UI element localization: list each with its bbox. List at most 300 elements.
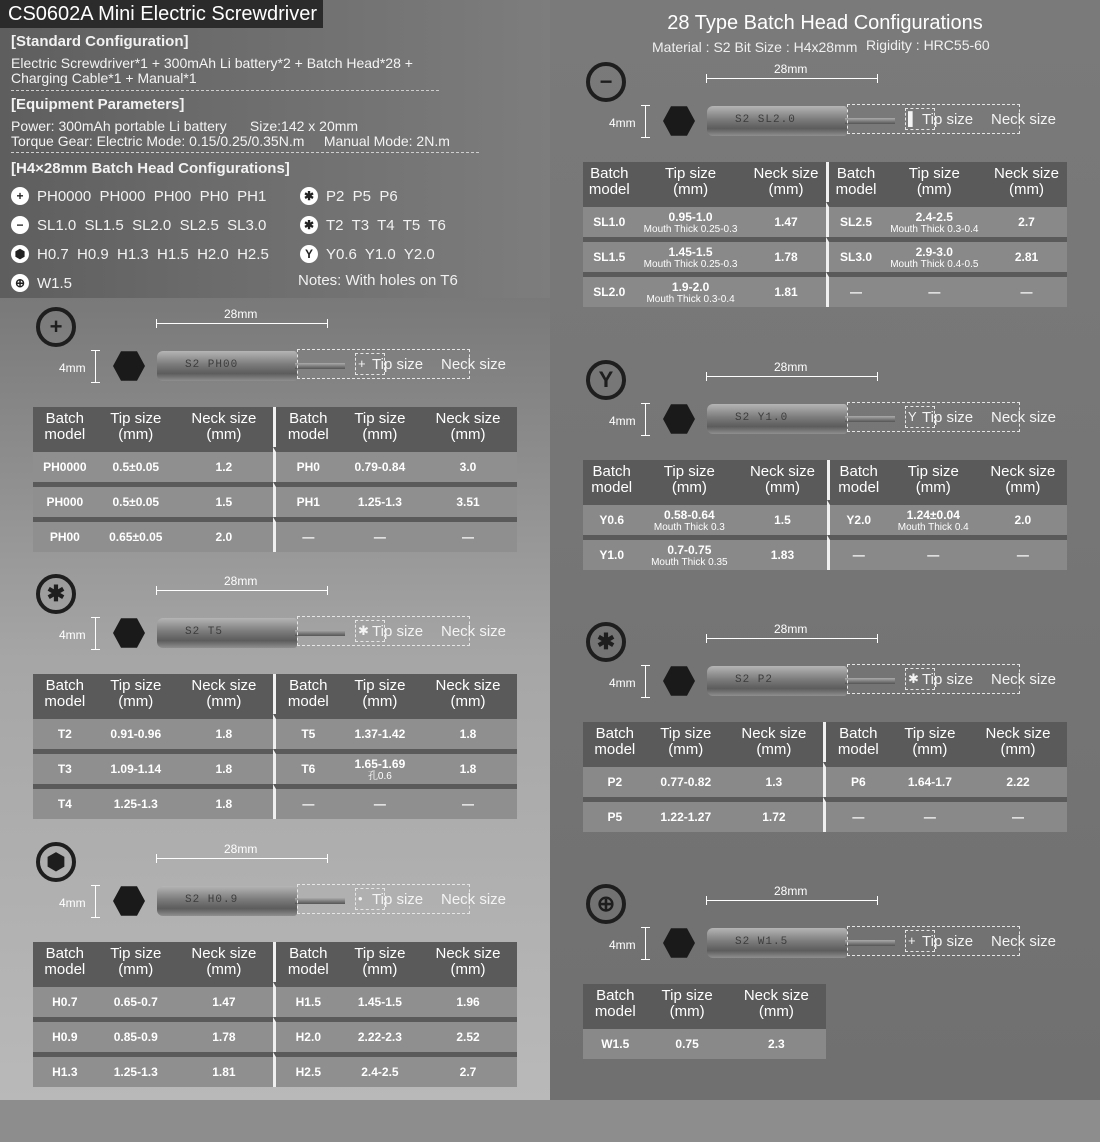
tri-wing-icon: Y bbox=[586, 360, 626, 400]
table-header: Tip size (mm) bbox=[341, 942, 419, 982]
table-cell: 1.81 bbox=[175, 1052, 273, 1087]
table-cell: SL2.5 bbox=[826, 202, 882, 237]
table-cell: 2.3 bbox=[727, 1024, 826, 1059]
table-header: Batch model bbox=[583, 162, 636, 202]
table-cell: 2.81 bbox=[986, 237, 1067, 272]
spec-table bbox=[583, 162, 1067, 307]
table-cell: T4 bbox=[33, 784, 97, 819]
neck-size-label: Neck size bbox=[991, 671, 1057, 688]
table-header: Neck size (mm) bbox=[727, 984, 826, 1024]
tip-icon: + bbox=[908, 933, 916, 948]
batch-head-config-title: [H4×28mm Batch Head Configurations] bbox=[11, 160, 290, 177]
table-header: Batch model bbox=[273, 407, 341, 447]
tip-value: — bbox=[928, 285, 941, 299]
table-header: Neck size (mm) bbox=[175, 407, 273, 447]
torx-icon: ✱ bbox=[36, 574, 76, 614]
table-cell: 0.85-0.9 bbox=[97, 1017, 175, 1052]
table-cell: 1.09-1.14 bbox=[97, 749, 175, 784]
intro-panel bbox=[0, 0, 550, 298]
neck-size-label: Neck size bbox=[441, 356, 507, 373]
table-cell: 2.0 bbox=[979, 500, 1067, 535]
config-row bbox=[300, 245, 435, 263]
spec-table bbox=[583, 722, 1067, 832]
table-cell: 1.47 bbox=[175, 982, 273, 1017]
table-cell: 1.5 bbox=[738, 500, 826, 535]
section-p bbox=[550, 620, 1100, 880]
section-sl bbox=[550, 60, 1100, 320]
hex-shank-icon bbox=[663, 665, 695, 697]
table-cell bbox=[636, 202, 746, 237]
table-cell: — bbox=[419, 517, 517, 552]
config-row-text: PH0000 PH000 PH00 PH0 PH1 bbox=[37, 187, 267, 205]
config-row-text: H0.7 H0.9 H1.3 H1.5 H2.0 H2.5 bbox=[37, 245, 269, 263]
table-header: Neck size (mm) bbox=[419, 407, 517, 447]
tip-icon: ✱ bbox=[358, 623, 369, 638]
slotted-icon: − bbox=[11, 216, 29, 234]
table-cell: — bbox=[419, 784, 517, 819]
table-cell: 1.78 bbox=[746, 237, 827, 272]
mouth-thick-value: 0.4-0.5 bbox=[947, 258, 979, 270]
table-header: Neck size (mm) bbox=[738, 460, 826, 500]
width-arrow bbox=[95, 885, 96, 918]
table-cell: — bbox=[273, 517, 341, 552]
table-cell: SL2.0 bbox=[583, 272, 636, 307]
table-cell: 0.65±0.05 bbox=[97, 517, 175, 552]
spec-table bbox=[583, 460, 1067, 570]
table-cell: 2.52 bbox=[419, 1017, 517, 1052]
table-cell: 2.22 bbox=[969, 762, 1067, 797]
mouth-thick-value: 0.3-0.4 bbox=[703, 293, 735, 305]
tip-value: 1.65-1.69 bbox=[354, 756, 406, 771]
table-cell: SL1.5 bbox=[583, 237, 636, 272]
standard-config-line2: Charging Cable*1 + Manual*1 bbox=[11, 70, 197, 86]
config-row bbox=[11, 274, 72, 292]
length-label: 28mm bbox=[774, 884, 808, 898]
table-cell: 1.22-1.27 bbox=[647, 797, 725, 832]
mouth-thick-label: Mouth Thick bbox=[646, 293, 701, 305]
config-row-text: P2 P5 P6 bbox=[326, 187, 398, 205]
table-header: Tip size (mm) bbox=[97, 674, 175, 714]
table-cell: — bbox=[341, 517, 419, 552]
config-row-text: W1.5 bbox=[37, 274, 73, 292]
mouth-thick-label: Mouth Thick bbox=[897, 521, 953, 533]
table-cell: 1.81 bbox=[746, 272, 827, 307]
table-cell: PH000 bbox=[33, 482, 97, 517]
table-cell: 1.25-1.3 bbox=[97, 1052, 175, 1087]
tip-icon: + bbox=[358, 356, 366, 371]
table-row bbox=[583, 500, 1067, 535]
table-cell: Y1.0 bbox=[583, 535, 640, 570]
config-row bbox=[300, 216, 446, 234]
table-cell: 2.7 bbox=[419, 1052, 517, 1087]
standard-config-line1: Electric Screwdriver*1 + 300mAh Li battery*2 + Batch Head*28 + bbox=[11, 55, 413, 71]
table-cell: 2.22-2.3 bbox=[341, 1017, 419, 1052]
table-header-row bbox=[33, 942, 517, 982]
table-cell: T5 bbox=[273, 714, 341, 749]
table-header: Tip size (mm) bbox=[883, 162, 986, 202]
length-arrow bbox=[156, 323, 328, 324]
table-cell: P5 bbox=[583, 797, 647, 832]
table-cell: — bbox=[823, 797, 891, 832]
section-ph bbox=[0, 305, 550, 565]
tip-value: — bbox=[927, 548, 940, 562]
table-header-row bbox=[583, 460, 1067, 500]
table-row bbox=[33, 714, 517, 749]
table-cell: — bbox=[827, 535, 888, 570]
section-hex bbox=[0, 840, 550, 1100]
table-cell bbox=[883, 202, 986, 237]
table-header: Neck size (mm) bbox=[419, 674, 517, 714]
mouth-thick-label: Mouth Thick bbox=[890, 223, 945, 235]
table-cell: 0.5±0.05 bbox=[97, 447, 175, 482]
width-label: 4mm bbox=[609, 116, 636, 130]
neck-size-label: Neck size bbox=[441, 891, 507, 908]
table-cell: PH00 bbox=[33, 517, 97, 552]
width-label: 4mm bbox=[59, 361, 86, 375]
table-cell: H1.5 bbox=[273, 982, 341, 1017]
length-arrow bbox=[156, 590, 328, 591]
equipment-params-line1: Power: 300mAh portable Li battery Size:142 x 20mm bbox=[11, 118, 359, 134]
table-cell: 0.5±0.05 bbox=[97, 482, 175, 517]
table-cell: 1.25-1.3 bbox=[97, 784, 175, 819]
mouth-thick bbox=[888, 522, 979, 533]
table-header: Batch model bbox=[33, 674, 97, 714]
mouth-thick-label: Mouth Thick bbox=[651, 556, 706, 568]
table-cell: 1.3 bbox=[725, 762, 823, 797]
length-arrow bbox=[706, 638, 878, 639]
table-header: Tip size (mm) bbox=[891, 722, 969, 762]
hex-shank-icon bbox=[663, 403, 695, 435]
table-cell bbox=[640, 535, 738, 570]
bit-label: S2 PH00 bbox=[185, 359, 239, 371]
table-cell bbox=[636, 272, 746, 307]
tip-size-label: Tip size bbox=[372, 891, 424, 908]
table-header: Batch model bbox=[583, 722, 647, 762]
bit-label: S2 P2 bbox=[735, 674, 774, 686]
table-header: Batch model bbox=[826, 162, 882, 202]
table-row bbox=[33, 1052, 517, 1087]
hex-shank-icon bbox=[113, 617, 145, 649]
tip-icon: Y bbox=[908, 409, 917, 424]
tip-size-label: Tip size bbox=[922, 671, 974, 688]
hex-shank-icon bbox=[663, 927, 695, 959]
bit-label: S2 H0.9 bbox=[185, 894, 239, 906]
tip-icon: ✱ bbox=[908, 671, 919, 686]
table-header: Tip size (mm) bbox=[647, 722, 725, 762]
table-header: Tip size (mm) bbox=[97, 407, 175, 447]
tip-value: 1.24±0.04 bbox=[906, 507, 960, 522]
bit-label: S2 T5 bbox=[185, 626, 224, 638]
table-cell: 1.96 bbox=[419, 982, 517, 1017]
table-cell: 1.37-1.42 bbox=[341, 714, 419, 749]
config-row-text: SL1.0 SL1.5 SL2.0 SL2.5 SL3.0 bbox=[37, 216, 267, 234]
table-cell bbox=[636, 237, 746, 272]
length-label: 28mm bbox=[224, 842, 258, 856]
tip-size-label: Tip size bbox=[922, 409, 974, 426]
table-row bbox=[583, 237, 1067, 272]
tri-wing-icon: Y bbox=[300, 245, 318, 263]
mouth-thick-label: Mouth Thick bbox=[653, 521, 709, 533]
hex-shank-icon bbox=[113, 885, 145, 917]
table-row bbox=[33, 1017, 517, 1052]
table-cell bbox=[341, 749, 419, 784]
table-header: Tip size (mm) bbox=[640, 460, 738, 500]
length-label: 28mm bbox=[774, 360, 808, 374]
tip-value: 1.9-2.0 bbox=[671, 279, 710, 294]
tip-value: 0.58-0.64 bbox=[663, 507, 715, 522]
config-row bbox=[11, 187, 266, 205]
spec-table bbox=[33, 407, 517, 552]
table-header: Neck size (mm) bbox=[419, 942, 517, 982]
table-cell: W1.5 bbox=[583, 1024, 647, 1059]
table-row bbox=[583, 797, 1067, 832]
table-header: Tip size (mm) bbox=[636, 162, 746, 202]
table-cell: — bbox=[979, 535, 1067, 570]
config-row bbox=[11, 245, 269, 263]
tip-value: 0.7-0.75 bbox=[667, 542, 712, 557]
table-header: Batch model bbox=[33, 407, 97, 447]
length-arrow bbox=[156, 858, 328, 859]
table-header: Batch model bbox=[827, 460, 888, 500]
width-arrow bbox=[645, 927, 646, 960]
table-cell: PH0000 bbox=[33, 447, 97, 482]
divider bbox=[11, 90, 439, 91]
table-cell: 1.47 bbox=[746, 202, 827, 237]
phillips-icon: + bbox=[11, 187, 29, 205]
table-header: Neck size (mm) bbox=[175, 674, 273, 714]
length-arrow bbox=[706, 376, 878, 377]
table-header: Neck size (mm) bbox=[986, 162, 1067, 202]
table-cell: 1.78 bbox=[175, 1017, 273, 1052]
width-arrow bbox=[95, 617, 96, 650]
table-cell bbox=[883, 237, 986, 272]
section-torx bbox=[0, 572, 550, 832]
bit-label: S2 SL2.0 bbox=[735, 114, 796, 126]
table-header: Neck size (mm) bbox=[979, 460, 1067, 500]
width-arrow bbox=[645, 665, 646, 698]
phillips-icon: + bbox=[36, 307, 76, 347]
spec-table bbox=[33, 674, 517, 819]
hex-shank-icon bbox=[113, 350, 145, 382]
table-cell: 1.8 bbox=[419, 749, 517, 784]
pentalobe-icon: ✱ bbox=[586, 622, 626, 662]
spec-table bbox=[33, 942, 517, 1087]
config-row-text: T2 T3 T4 T5 T6 bbox=[326, 216, 446, 234]
table-header: Tip size (mm) bbox=[97, 942, 175, 982]
tip-icon: • bbox=[358, 891, 363, 906]
tip-size-label: Tip size bbox=[922, 933, 974, 950]
table-cell: 2.0 bbox=[175, 517, 273, 552]
mouth-thick-label: Mouth Thick bbox=[890, 258, 945, 270]
table-header: Tip size (mm) bbox=[341, 407, 419, 447]
table-header: Batch model bbox=[273, 674, 341, 714]
table-cell: 1.25-1.3 bbox=[341, 482, 419, 517]
mouth-thick bbox=[636, 224, 746, 235]
table-cell: 1.8 bbox=[175, 784, 273, 819]
mouth-thick bbox=[640, 557, 738, 568]
table-cell: 0.75 bbox=[647, 1024, 726, 1059]
bit-body bbox=[157, 618, 297, 648]
standard-config-title: [Standard Configuration] bbox=[11, 33, 189, 50]
table-header: Tip size (mm) bbox=[341, 674, 419, 714]
bit-label: S2 Y1.0 bbox=[735, 412, 789, 424]
table-row bbox=[583, 535, 1067, 570]
neck-size-label: Neck size bbox=[991, 409, 1057, 426]
pentalobe-icon: ✱ bbox=[300, 187, 318, 205]
table-cell bbox=[883, 272, 986, 307]
table-header: Batch model bbox=[823, 722, 891, 762]
hole-note: 孔0.6 bbox=[367, 770, 392, 782]
equipment-params-line2: Torque Gear: Electric Mode: 0.15/0.25/0.35N.m Manual Mode: 2N.m bbox=[11, 133, 450, 149]
table-cell: 3.0 bbox=[419, 447, 517, 482]
tip-size-label: Tip size bbox=[372, 356, 424, 373]
mouth-thick bbox=[883, 224, 986, 235]
table-cell: — bbox=[986, 272, 1067, 307]
table-cell: 2.7 bbox=[986, 202, 1067, 237]
table-cell: PH0 bbox=[273, 447, 341, 482]
width-label: 4mm bbox=[609, 676, 636, 690]
table-cell: 0.65-0.7 bbox=[97, 982, 175, 1017]
table-cell: 0.77-0.82 bbox=[647, 762, 725, 797]
tip-value: 1.45-1.5 bbox=[668, 244, 713, 259]
width-label: 4mm bbox=[609, 938, 636, 952]
tip-value: 2.4-2.5 bbox=[915, 209, 953, 224]
table-header: Batch model bbox=[583, 984, 647, 1024]
mouth-thick-value: 0.3-0.4 bbox=[947, 223, 979, 235]
table-row bbox=[583, 1024, 826, 1059]
table-header-row bbox=[33, 674, 517, 714]
table-cell: 2.4-2.5 bbox=[341, 1052, 419, 1087]
page-title: CS0602A Mini Electric Screwdriver bbox=[0, 0, 323, 28]
hex-icon: ⬢ bbox=[36, 842, 76, 882]
config-row-text: Y0.6 Y1.0 Y2.0 bbox=[326, 245, 435, 263]
section-y bbox=[550, 358, 1100, 618]
length-label: 28mm bbox=[224, 574, 258, 588]
table-header: Neck size (mm) bbox=[746, 162, 827, 202]
neck-size-label: Neck size bbox=[991, 111, 1057, 128]
table-header-row bbox=[583, 984, 826, 1024]
cross-icon: ⊕ bbox=[586, 884, 626, 924]
table-header: Tip size (mm) bbox=[888, 460, 979, 500]
table-cell bbox=[640, 500, 738, 535]
table-row bbox=[583, 272, 1067, 307]
length-label: 28mm bbox=[774, 62, 808, 76]
table-cell: — bbox=[891, 797, 969, 832]
table-header: Neck size (mm) bbox=[175, 942, 273, 982]
width-label: 4mm bbox=[609, 414, 636, 428]
table-cell: 1.83 bbox=[738, 535, 826, 570]
mouth-thick-value: 0.25-0.3 bbox=[700, 258, 738, 270]
table-cell: Y2.0 bbox=[827, 500, 888, 535]
table-cell: — bbox=[273, 784, 341, 819]
hex-icon: ⬢ bbox=[11, 245, 29, 263]
table-cell: 3.51 bbox=[419, 482, 517, 517]
table-cell: H1.3 bbox=[33, 1052, 97, 1087]
width-arrow bbox=[645, 105, 646, 138]
table-header-row bbox=[583, 162, 1067, 202]
mouth-thick-value: 0.3 bbox=[710, 521, 725, 533]
cross-icon: ⊕ bbox=[11, 274, 29, 292]
table-header-row bbox=[33, 407, 517, 447]
table-cell: Y0.6 bbox=[583, 500, 640, 535]
tip-size-label: Tip size bbox=[372, 623, 424, 640]
table-cell: 1.2 bbox=[175, 447, 273, 482]
table-cell: 1.8 bbox=[175, 714, 273, 749]
mouth-thick bbox=[640, 522, 738, 533]
mouth-thick-label: Mouth Thick bbox=[643, 258, 698, 270]
table-cell: 1.64-1.7 bbox=[891, 762, 969, 797]
spec-table bbox=[583, 984, 826, 1059]
config-row bbox=[11, 216, 266, 234]
material-text: Material : S2 Bit Size : H4x28mm bbox=[652, 39, 858, 55]
table-cell: H2.0 bbox=[273, 1017, 341, 1052]
table-cell: H0.7 bbox=[33, 982, 97, 1017]
table-cell: H2.5 bbox=[273, 1052, 341, 1087]
width-arrow bbox=[95, 350, 96, 383]
table-cell: 1.45-1.5 bbox=[341, 982, 419, 1017]
bit-label: S2 W1.5 bbox=[735, 936, 789, 948]
table-row bbox=[583, 762, 1067, 797]
table-row bbox=[33, 982, 517, 1017]
config-row bbox=[300, 187, 398, 205]
table-cell: — bbox=[826, 272, 882, 307]
table-cell: 1.8 bbox=[175, 749, 273, 784]
mouth-thick-label: Mouth Thick bbox=[643, 223, 698, 235]
tip-value: 2.9-3.0 bbox=[915, 244, 953, 259]
table-cell: T2 bbox=[33, 714, 97, 749]
table-cell: 0.79-0.84 bbox=[341, 447, 419, 482]
table-row bbox=[33, 482, 517, 517]
equipment-params-title: [Equipment Parameters] bbox=[11, 96, 185, 113]
table-header: Neck size (mm) bbox=[969, 722, 1067, 762]
table-row bbox=[33, 784, 517, 819]
table-cell: P6 bbox=[823, 762, 891, 797]
mouth-thick bbox=[636, 259, 746, 270]
table-cell: T6 bbox=[273, 749, 341, 784]
table-cell: 1.72 bbox=[725, 797, 823, 832]
table-row bbox=[583, 202, 1067, 237]
torx-icon: ✱ bbox=[300, 216, 318, 234]
table-cell: T3 bbox=[33, 749, 97, 784]
mouth-thick-value: 0.4 bbox=[954, 521, 969, 533]
tip-value: 0.95-1.0 bbox=[668, 209, 713, 224]
mouth-thick bbox=[636, 294, 746, 305]
rigidity-text: Rigidity : HRC55-60 bbox=[866, 37, 990, 53]
tip-size-label: Tip size bbox=[922, 111, 974, 128]
table-header: Neck size (mm) bbox=[725, 722, 823, 762]
table-row bbox=[33, 517, 517, 552]
table-cell bbox=[888, 535, 979, 570]
slotted-icon: − bbox=[586, 62, 626, 102]
length-arrow bbox=[706, 78, 878, 79]
mouth-thick-value: 0.35 bbox=[708, 556, 728, 568]
bit-body bbox=[707, 666, 847, 696]
divider bbox=[11, 152, 479, 153]
length-label: 28mm bbox=[774, 622, 808, 636]
note-text: Notes: With holes on T6 bbox=[298, 272, 458, 289]
table-header: Batch model bbox=[33, 942, 97, 982]
table-header-row bbox=[583, 722, 1067, 762]
table-header: Batch model bbox=[583, 460, 640, 500]
section-w bbox=[550, 882, 1100, 1142]
width-arrow bbox=[645, 403, 646, 436]
table-cell: H0.9 bbox=[33, 1017, 97, 1052]
table-cell: SL1.0 bbox=[583, 202, 636, 237]
length-arrow bbox=[706, 900, 878, 901]
table-header: Batch model bbox=[273, 942, 341, 982]
table-cell: PH1 bbox=[273, 482, 341, 517]
table-cell: — bbox=[341, 784, 419, 819]
